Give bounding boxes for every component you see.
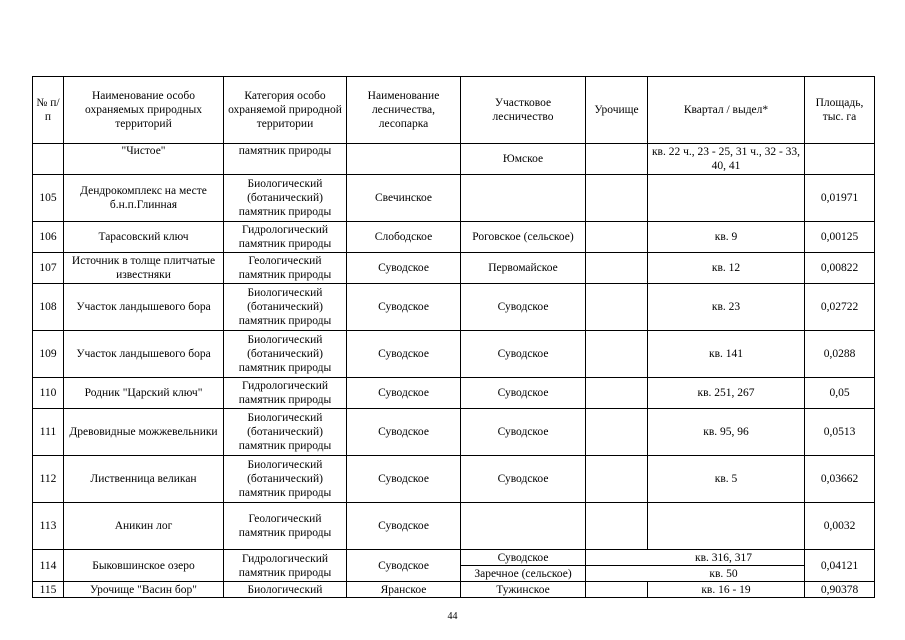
cell-category: Гидрологический памятник природы <box>224 378 347 409</box>
cell-name: Источник в толще плитчатые известняки <box>64 253 224 284</box>
cell-num: 111 <box>33 409 64 456</box>
cell-name: Древовидные можжевельники <box>64 409 224 456</box>
cell-num: 110 <box>33 378 64 409</box>
cell-category: памятник природы <box>224 144 347 175</box>
cell-num: 109 <box>33 331 64 378</box>
cell-forestry: Свечинское <box>347 175 461 222</box>
cell-name: Аникин лог <box>64 503 224 550</box>
cell-num: 112 <box>33 456 64 503</box>
cell-district: Суводское <box>461 409 586 456</box>
cell-area: 0,04121 <box>805 550 875 582</box>
page-number: 44 <box>447 611 458 622</box>
table-row <box>33 222 875 253</box>
header-row <box>33 77 875 144</box>
cell-area: 0,90378 <box>805 582 875 598</box>
cell-area: 0,01971 <box>805 175 875 222</box>
cell-district <box>461 175 586 222</box>
cell-tract <box>586 503 648 550</box>
cell-category: Биологический (ботанический) памятник природы <box>224 284 347 331</box>
cell-tract <box>586 284 648 331</box>
cell-area: 0,0288 <box>805 331 875 378</box>
table-row <box>33 378 875 409</box>
cell-name: Родник "Царский ключ" <box>64 378 224 409</box>
cell-quarter: кв. 5 <box>648 456 805 503</box>
cell-forestry: Суводское <box>347 503 461 550</box>
cell-name: Участок ландышевого бора <box>64 331 224 378</box>
cell-num: 106 <box>33 222 64 253</box>
cell-area: 0,0032 <box>805 503 875 550</box>
cell-tract <box>586 456 648 503</box>
cell-district: Тужинское <box>461 582 586 598</box>
cell-forestry <box>347 144 461 175</box>
cell-quarter: кв. 316, 317 <box>586 550 805 566</box>
cell-forestry: Суводское <box>347 284 461 331</box>
cell-area: 0,00125 <box>805 222 875 253</box>
cell-district: Суводское <box>461 378 586 409</box>
cell-forestry: Суводское <box>347 378 461 409</box>
cell-quarter: кв. 23 <box>648 284 805 331</box>
cell-district: Первомайское <box>461 253 586 284</box>
cell-quarter <box>648 175 805 222</box>
cell-num: 108 <box>33 284 64 331</box>
header-district: Участковое лесничество <box>461 77 586 144</box>
cell-district: Суводское <box>461 331 586 378</box>
header-quarter: Квартал / выдел* <box>648 77 805 144</box>
cell-quarter: кв. 22 ч., 23 - 25, 31 ч., 32 - 33, 40, 41 <box>648 144 805 175</box>
header-forestry: Наименование лесничества, лесопарка <box>347 77 461 144</box>
cell-quarter <box>648 503 805 550</box>
cell-quarter: кв. 12 <box>648 253 805 284</box>
table-row <box>33 253 875 284</box>
table-row <box>33 456 875 503</box>
cell-quarter: кв. 50 <box>586 566 805 582</box>
cell-quarter: кв. 95, 96 <box>648 409 805 456</box>
cell-forestry: Суводское <box>347 331 461 378</box>
cell-category: Биологический (ботанический) памятник природы <box>224 409 347 456</box>
cell-category: Гидрологический памятник природы <box>224 222 347 253</box>
cell-district: Суводское <box>461 456 586 503</box>
table-row <box>33 503 875 550</box>
cell-name: Быковшинское озеро <box>64 550 224 582</box>
cell-district: Суводское <box>461 550 586 566</box>
cell-forestry: Суводское <box>347 253 461 284</box>
header-num: № п/п <box>33 77 64 144</box>
table-row <box>33 144 875 175</box>
cell-name: Урочище "Васин бор" <box>64 582 224 598</box>
cell-category: Биологический (ботанический) памятник природы <box>224 331 347 378</box>
cell-district: Юмское <box>461 144 586 175</box>
cell-district: Заречное (сельское) <box>461 566 586 582</box>
header-area: Площадь, тыс. га <box>805 77 875 144</box>
cell-tract <box>586 175 648 222</box>
cell-tract <box>586 144 648 175</box>
header-category: Категория особо охраняемой природной территории <box>224 77 347 144</box>
cell-num: 115 <box>33 582 64 598</box>
header-tract: Урочище <box>586 77 648 144</box>
cell-category: Гидрологический памятник природы <box>224 550 347 582</box>
cell-area: 0,00822 <box>805 253 875 284</box>
table-row <box>33 284 875 331</box>
table-row <box>33 409 875 456</box>
cell-name: Участок ландышевого бора <box>64 284 224 331</box>
cell-area: 0,0513 <box>805 409 875 456</box>
table-row <box>33 331 875 378</box>
cell-num: 113 <box>33 503 64 550</box>
protected-areas-table <box>32 76 875 598</box>
cell-forestry: Суводское <box>347 456 461 503</box>
cell-category: Биологический <box>224 582 347 598</box>
header-name: Наименование особо охраняемых природных территорий <box>64 77 224 144</box>
cell-tract <box>586 331 648 378</box>
cell-tract <box>586 409 648 456</box>
cell-tract <box>586 378 648 409</box>
cell-name: Дендрокомплекс на месте б.н.п.Глинная <box>64 175 224 222</box>
cell-quarter: кв. 251, 267 <box>648 378 805 409</box>
cell-district <box>461 503 586 550</box>
table-row <box>33 175 875 222</box>
cell-area: 0,03662 <box>805 456 875 503</box>
cell-name: Тарасовский ключ <box>64 222 224 253</box>
cell-quarter: кв. 141 <box>648 331 805 378</box>
cell-category: Геологический памятник природы <box>224 503 347 550</box>
cell-name: "Чистое" <box>64 144 224 175</box>
cell-district: Суводское <box>461 284 586 331</box>
cell-category: Геологический памятник природы <box>224 253 347 284</box>
cell-num: 105 <box>33 175 64 222</box>
cell-name: Лиственница великан <box>64 456 224 503</box>
cell-forestry: Слободское <box>347 222 461 253</box>
cell-forestry: Яранское <box>347 582 461 598</box>
cell-area: 0,05 <box>805 378 875 409</box>
cell-district: Роговское (сельское) <box>461 222 586 253</box>
cell-quarter: кв. 16 - 19 <box>648 582 805 598</box>
cell-forestry: Суводское <box>347 409 461 456</box>
cell-category: Биологический (ботанический) памятник природы <box>224 456 347 503</box>
table-row <box>33 582 875 598</box>
cell-num: 114 <box>33 550 64 582</box>
cell-tract <box>586 222 648 253</box>
cell-area <box>805 144 875 175</box>
cell-area: 0,02722 <box>805 284 875 331</box>
cell-tract <box>586 582 648 598</box>
table-row <box>33 550 875 566</box>
cell-tract <box>586 253 648 284</box>
cell-category: Биологический (ботанический) памятник природы <box>224 175 347 222</box>
cell-quarter: кв. 9 <box>648 222 805 253</box>
cell-num: 107 <box>33 253 64 284</box>
cell-num <box>33 144 64 175</box>
cell-forestry: Суводское <box>347 550 461 582</box>
